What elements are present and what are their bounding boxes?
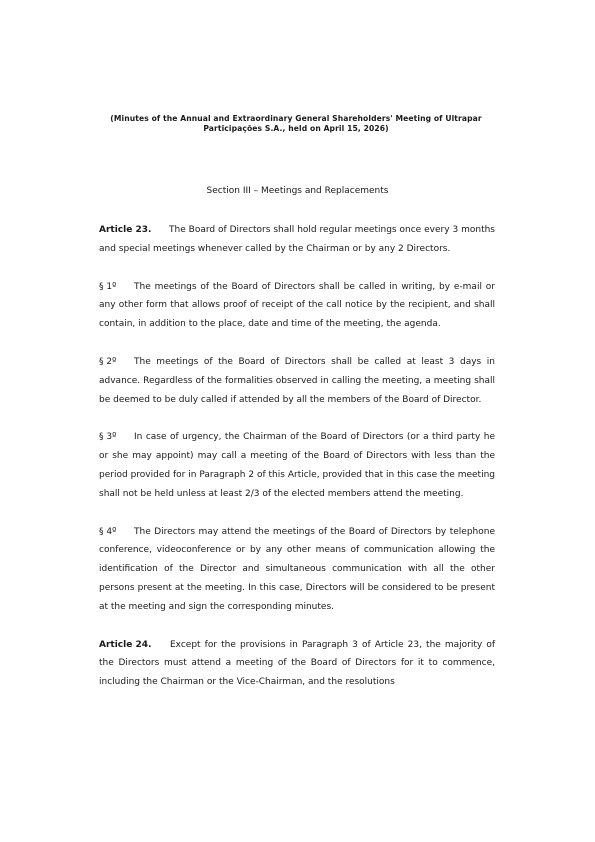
section-title: Section III – Meetings and Replacements: [206, 186, 389, 196]
paragraph-3-text: In case of urgency, the Chairman of the Board of Directors (or a third party he or she may appoint) may call a meeting of the Board of Directors with less than the period provided for in Paragraph 2 of this Article, provided that in this case the meeting shall not be held unless at least 2/3 of the elected members attend the meeting.: [99, 432, 495, 499]
article-23-label: Article 23.: [99, 225, 152, 235]
paragraph-4-text: The Directors may attend the meetings of the Board of Directors by telephone conference, videoconference or by any other means of communication allowing the identification of the Director and simultaneous communication with all the other persons present at the meeting. In this case, Directors will be considered to be present at the meeting and sign the corresponding minutes.: [99, 526, 495, 612]
article-24-text: Except for the provisions in Paragraph 3 of Article 23, the majority of the Directors must attend a meeting of the Board of Directors for it to commence, including the Chairman or the Vice-Chairman, and the resolutions: [99, 639, 495, 688]
paragraph-3-label: § 3º: [99, 432, 117, 443]
paragraph-4: [99, 523, 495, 617]
paragraph-1-text: The meetings of the Board of Directors shall be called in writing, by e-mail or any other form that allows proof of receipt of the call notice by the recipient, and shall contain, in addition to the place, date and time of the meeting, the agenda.: [99, 281, 495, 330]
paragraph-2: [99, 353, 495, 409]
paragraph-4-label: § 4º: [99, 526, 117, 537]
article-23: [99, 221, 495, 259]
article-23-text: The Board of Directors shall hold regular meetings once every 3 months and special meetings whenever called by the Chairman or by any 2 Directors.: [99, 225, 495, 254]
article-24-label: Article 24.: [99, 639, 152, 650]
paragraph-3: [99, 428, 495, 503]
paragraph-1-label: § 1º: [99, 281, 117, 292]
document-body: [99, 221, 495, 711]
header-line-1: (Minutes of the Annual and Extraordinary General Shareholders' Meeting of Ultrapar: [110, 114, 482, 123]
article-24: [99, 636, 495, 692]
paragraph-1: [99, 278, 495, 334]
header-line-2: Participações S.A., held on April 15, 2026): [203, 123, 389, 133]
paragraph-2-label: § 2º: [99, 356, 117, 367]
document-header: [90, 114, 502, 133]
paragraph-2-text: The meetings of the Board of Directors shall be called at least 3 days in advance. Regardless of the formalities observed in calling the meeting, a meeting shall be deemed to be duly called if attended by all the members of the Board of Director.: [99, 356, 495, 405]
